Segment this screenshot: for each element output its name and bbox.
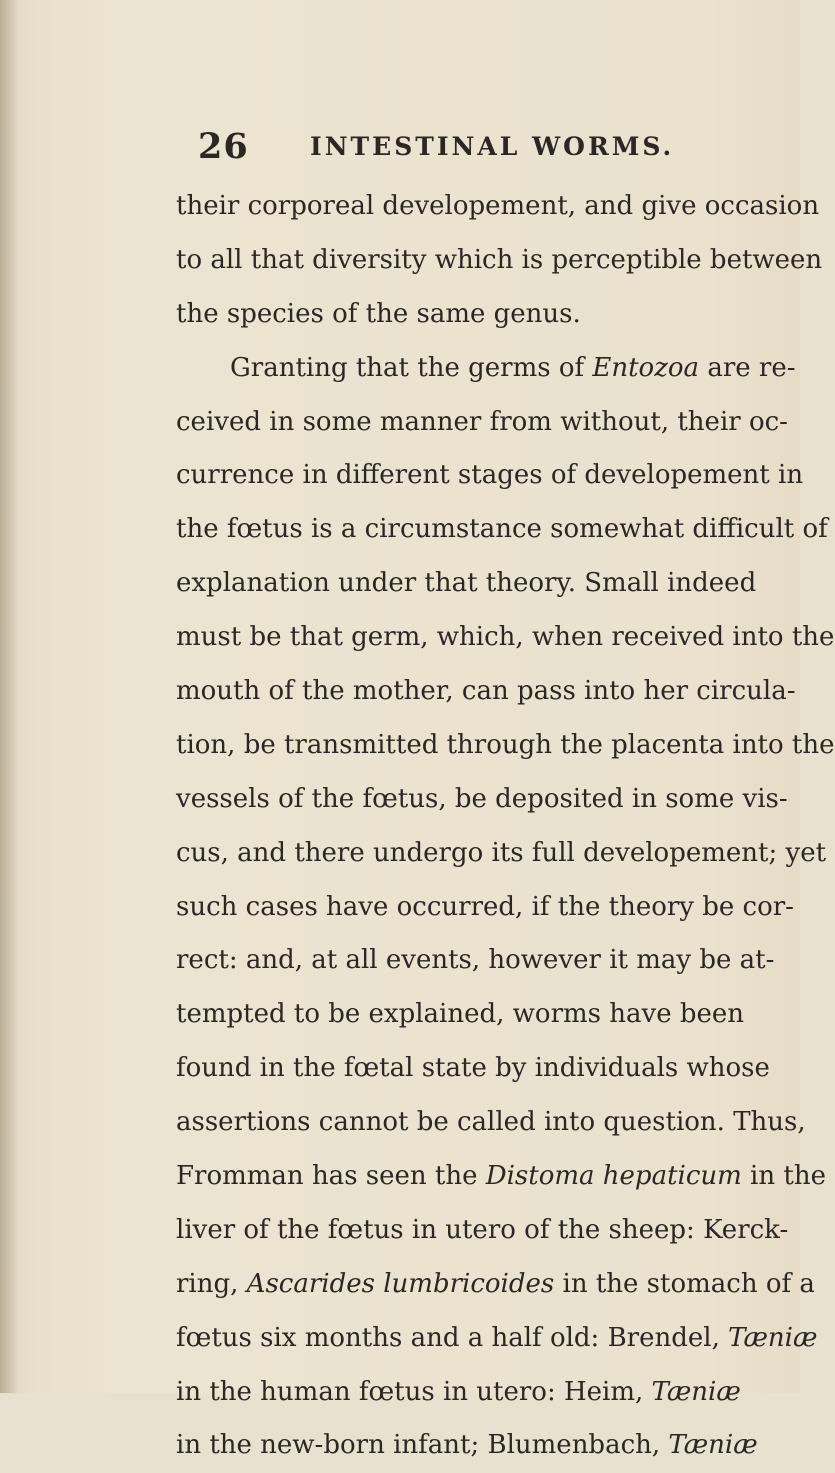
body-text xyxy=(176,180,835,1473)
italic-term: Tæniæ xyxy=(668,1430,758,1461)
text-line: mouth of the mother, can pass into her circula- xyxy=(176,676,796,707)
italic-term: Ascarides lumbricoides xyxy=(246,1268,555,1299)
text-line: explanation under that theory. Small indeed xyxy=(176,568,757,599)
page-gutter-shadow xyxy=(0,0,18,1393)
text-line: vessels of the fœtus, be deposited in some vis- xyxy=(176,783,788,814)
text-line: found in the fœtal state by individuals whose xyxy=(176,1053,770,1084)
text-line: assertions cannot be called into question. Thus, xyxy=(176,1107,806,1138)
text-line: liver of the fœtus in utero of the sheep: Kerck- xyxy=(176,1214,789,1245)
page-header xyxy=(198,126,738,176)
text-line: currence in different stages of developement in xyxy=(176,460,804,491)
text-line: Granting that the germs of Entozoa are re- xyxy=(230,352,796,383)
text-line: ceived in some manner from without, their oc- xyxy=(176,406,788,437)
italic-term: Tæniæ xyxy=(651,1376,741,1407)
italic-term: Distoma hepaticum xyxy=(485,1161,742,1192)
text-line: in the human fœtus in utero: Heim, Tæniæ xyxy=(176,1376,741,1407)
text-line: in the new-born infant; Blumenbach, Tæniæ xyxy=(176,1430,758,1461)
text-line: Fromman has seen the Distoma hepaticum in the xyxy=(176,1161,826,1192)
italic-term: Tæniæ xyxy=(728,1322,818,1353)
text-line: fœtus six months and a half old: Brendel, Tæniæ xyxy=(176,1322,818,1353)
text-line: ring, Ascarides lumbricoides in the stomach of a xyxy=(176,1268,815,1299)
text-line: tion, be transmitted through the placenta into the xyxy=(176,729,835,760)
text-line: the fœtus is a circumstance somewhat difficult of xyxy=(176,514,828,545)
text-line: to all that diversity which is perceptible between xyxy=(176,244,823,275)
text-line: tempted to be explained, worms have been xyxy=(176,999,745,1030)
text-line: such cases have occurred, if the theory be cor- xyxy=(176,891,794,922)
text-line: the species of the same genus. xyxy=(176,298,581,329)
italic-term: Entozoa xyxy=(592,352,700,383)
text-line: rect: and, at all events, however it may be at- xyxy=(176,945,775,976)
text-line: their corporeal developement, and give occasion xyxy=(176,191,820,221)
page-number: 26 xyxy=(198,126,249,167)
text-line: cus, and there undergo its full developement; yet xyxy=(176,837,827,868)
running-title: INTESTINAL WORMS. xyxy=(310,132,675,161)
text-line: must be that germ, which, when received into the xyxy=(176,622,835,653)
